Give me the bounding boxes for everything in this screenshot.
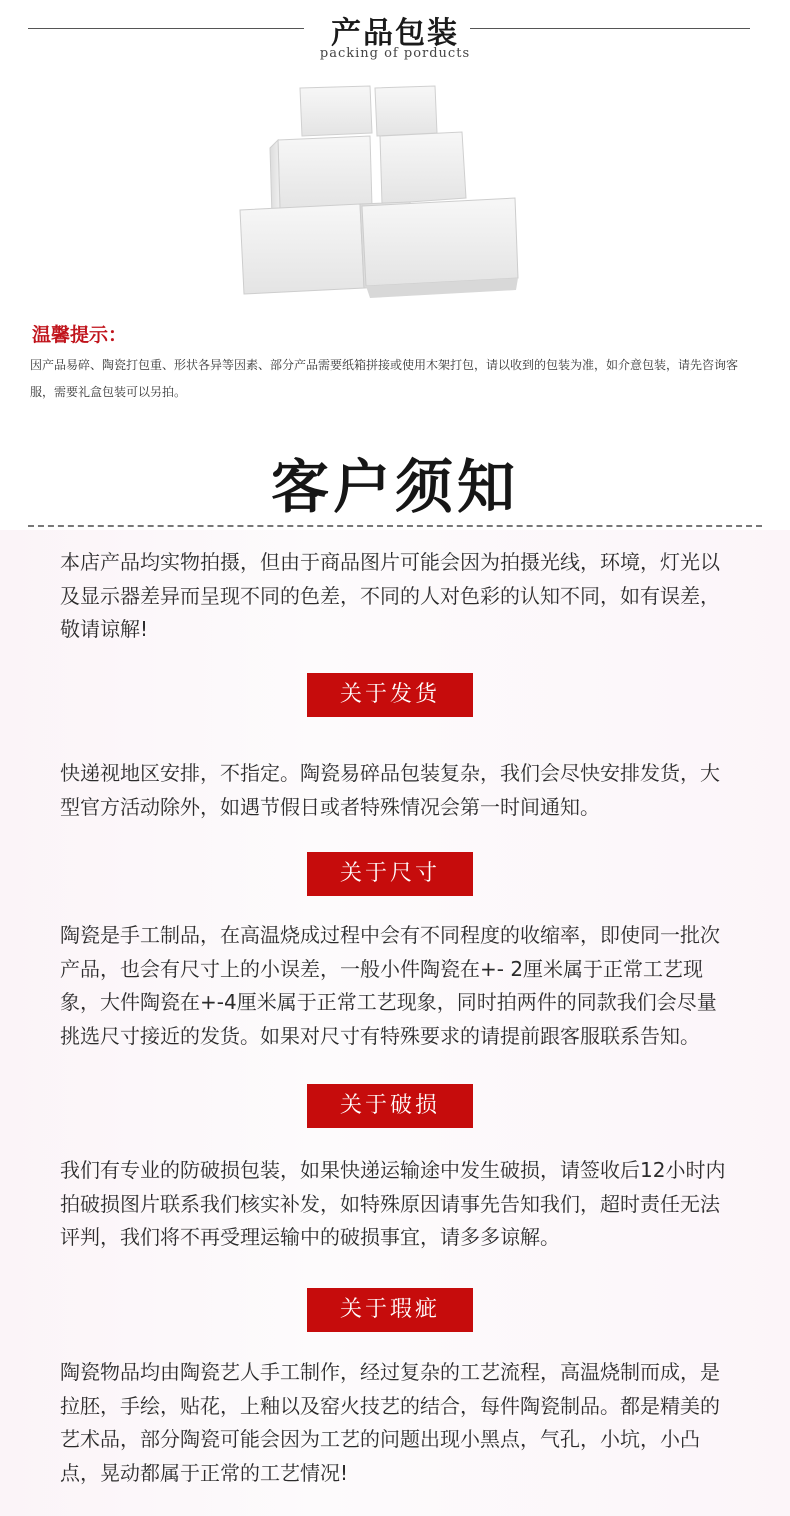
section-text-damage: 我们有专业的防破损包装，如果快递运输途中发生破损，请签收后12小时内拍破损图片联系我们核实补发，如特殊原因请事先告知我们，超时责任无法评判，我们将不再受理运输中的破损事宜，请多多谅解。 [60, 1158, 726, 1249]
dashed-divider [28, 525, 762, 527]
section-text-size: 陶瓷是手工制品，在高温烧成过程中会有不同程度的收缩率，即使同一批次产品，也会有尺寸上的小误差，一般小件陶瓷在+- 2厘米属于正常工艺现象，大件陶瓷在+-4厘米属于正常工艺现象，同时拍两件的同款我们会尽量挑选尺寸接近的发货。如果对尺寸有特殊要求的请提前跟客服联系告知。 [60, 923, 720, 1048]
packing-title: 产品包装 [331, 16, 459, 51]
section-text-shipping: 快递视地区安排，不指定。陶瓷易碎品包装复杂，我们会尽快安排发货，大型官方活动除外，如遇节假日或者特殊情况会第一时间通知。 [60, 761, 720, 819]
section-text-flaws: 陶瓷物品均由陶瓷艺人手工制作，经过复杂的工艺流程，高温烧制而成，是拉胚，手绘，贴花，上釉以及窑火技艺的结合，每件陶瓷制品。都是精美的艺术品，部分陶瓷可能会因为工艺的问题出现小黑点，气孔，小坑，小凸点，晃动都属于正常的工艺情况! [60, 1360, 720, 1485]
section-label-size: 关于尺寸 [307, 852, 473, 896]
foam-boxes-image [230, 78, 530, 318]
section-label-damage: 关于破损 [307, 1084, 473, 1128]
tip-title: 温馨提示： [32, 324, 128, 346]
notice-intro: 本店产品均实物拍摄，但由于商品图片可能会因为拍摄光线，环境，灯光以及显示器差异而呈现不同的色差，不同的人对色彩的认知不同，如有误差，敬请谅解! [60, 550, 720, 641]
section-label-flaws: 关于瑕疵 [307, 1288, 473, 1332]
tip-text: 因产品易碎、陶瓷打包重、形状各异等因素、部分产品需要纸箱拼接或使用木架打包，请以收到的包装为准，如介意包装，请先咨询客服，需要礼盒包装可以另拍。 [30, 358, 739, 399]
section-label-shipping: 关于发货 [307, 673, 473, 717]
packing-subtitle: packing of porducts [319, 46, 471, 61]
notice-title: 客户须知 [270, 453, 519, 521]
packing-header [0, 0, 790, 70]
